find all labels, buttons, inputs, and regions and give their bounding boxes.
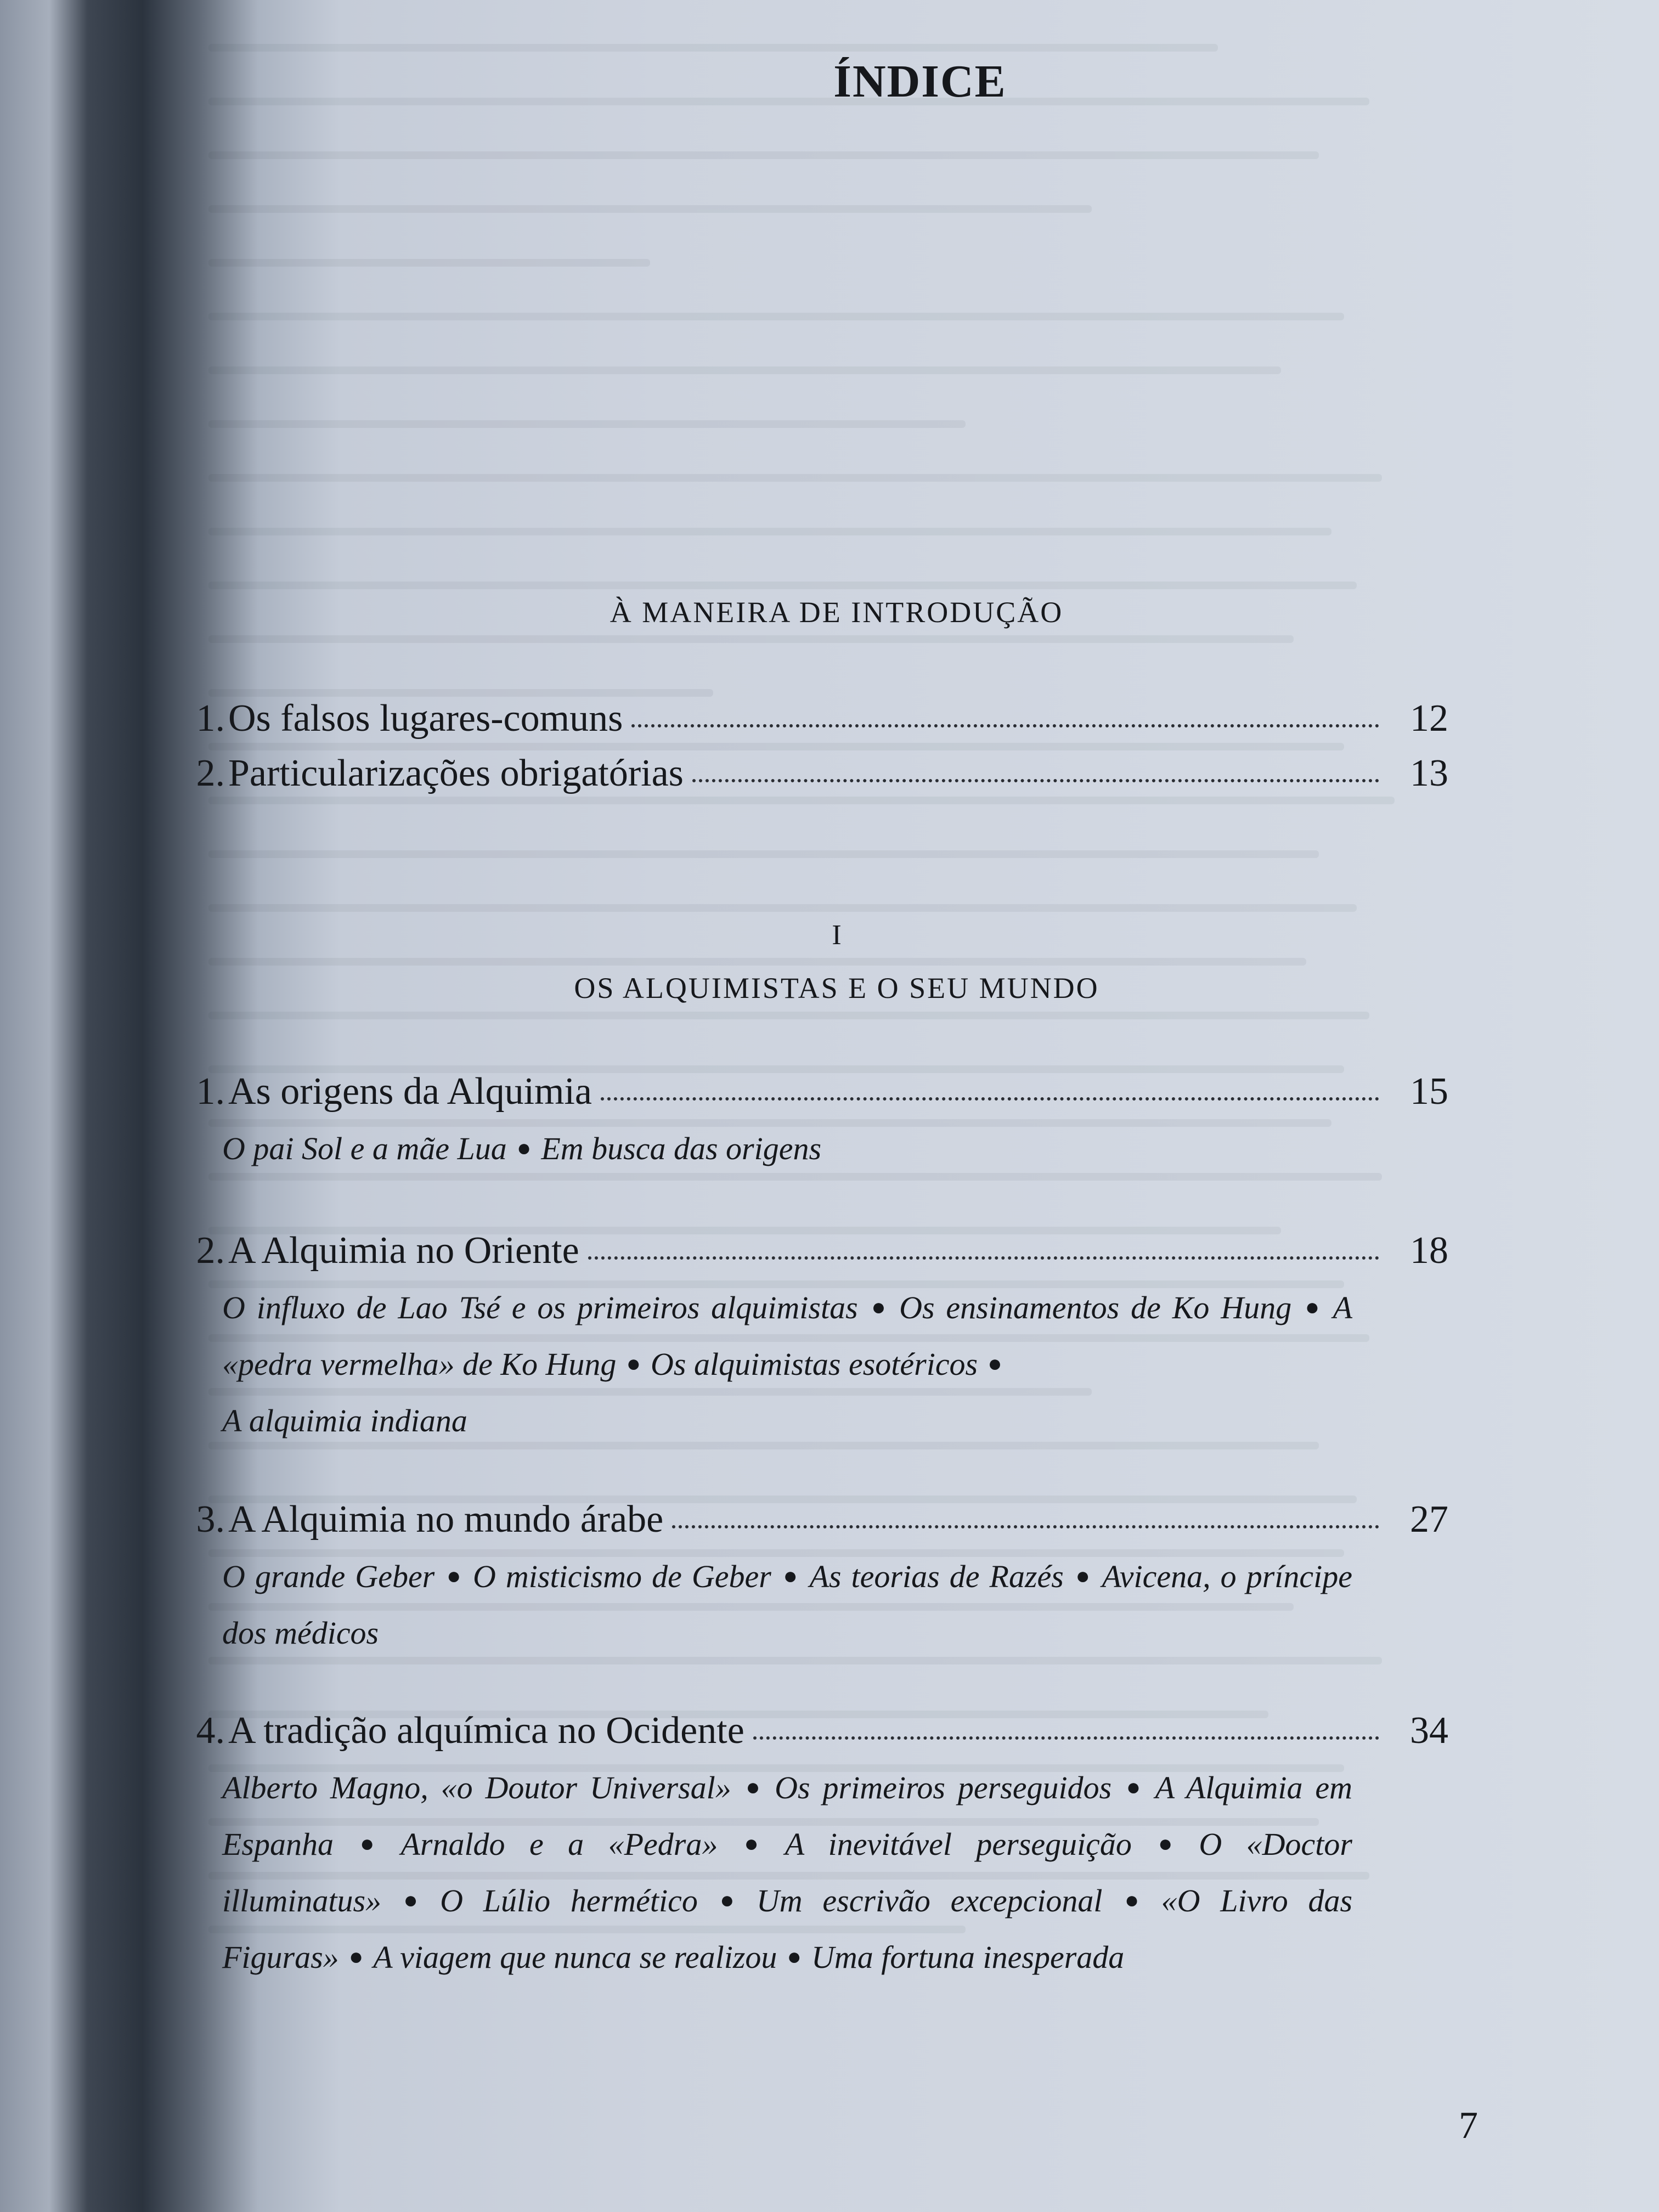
entry-page: 27	[1410, 1498, 1448, 1541]
bullet-icon: ●	[707, 1887, 747, 1914]
entry-page: 13	[1410, 752, 1448, 794]
topic: «O Livro das Figuras»	[222, 1883, 1353, 1975]
entry-title: As origens da Alquimia	[228, 1070, 592, 1113]
entry-page: 34	[1410, 1709, 1448, 1752]
bullet-icon: ●	[343, 1830, 391, 1857]
bullet-icon: ●	[1141, 1830, 1189, 1857]
bullet-icon: ●	[1121, 1774, 1146, 1801]
topic: O grande Geber	[222, 1559, 435, 1594]
bullet-icon: ●	[1112, 1887, 1152, 1914]
toc-entry[interactable]	[181, 1500, 1448, 1539]
leader-dots	[692, 779, 1379, 782]
entry-topics	[222, 1761, 1352, 1987]
entry-number: 1.	[196, 1070, 225, 1113]
entry-page: 18	[1410, 1229, 1448, 1272]
topic: O Lúlio hermético	[440, 1883, 698, 1918]
entry-title: A Alquimia no mundo árabe	[228, 1498, 664, 1541]
leader-dots	[631, 724, 1379, 727]
entry-title: Os falsos lugares-comuns	[228, 697, 623, 740]
entry-topics	[222, 1281, 1352, 1448]
topic: Arnaldo e a «Pedra»	[400, 1826, 718, 1862]
entry-number: 2.	[196, 1229, 225, 1272]
bullet-icon: ●	[516, 1135, 532, 1161]
topic: A Alquimia em Espanha	[222, 1770, 1353, 1862]
topic: Os alquimistas esotéricos	[651, 1346, 978, 1382]
topic: Em busca das origens	[541, 1131, 822, 1166]
topic: A alquimia indiana	[222, 1403, 467, 1438]
bullet-icon: ●	[391, 1887, 431, 1914]
topic: Um escrivão excepcional	[756, 1883, 1103, 1918]
toc-entry[interactable]	[181, 1709, 1448, 1752]
toc-entry[interactable]	[181, 1070, 1448, 1113]
entry-title: A tradição alquímica no Ocidente	[228, 1709, 744, 1752]
topic: A «pedra vermelha» de Ko Hung	[222, 1290, 1353, 1382]
topic: O «Doctor illuminatus»	[222, 1826, 1352, 1918]
bullet-icon: ●	[348, 1943, 364, 1970]
bullet-icon: ●	[787, 1943, 802, 1970]
toc-entry[interactable]	[181, 699, 1448, 738]
topic: Os primeiros perseguidos	[775, 1770, 1112, 1805]
topic: O influxo de Lao Tsé e os primeiros alquimistas	[222, 1290, 858, 1325]
part-number: I	[832, 919, 842, 951]
bullet-icon: ●	[988, 1350, 1002, 1377]
part-heading: OS ALQUIMISTAS E O SEU MUNDO	[574, 972, 1099, 1005]
leader-dots	[601, 1097, 1379, 1101]
entry-page: 15	[1410, 1070, 1448, 1113]
leader-dots	[753, 1736, 1379, 1740]
entry-title: A Alquimia no Oriente	[228, 1229, 579, 1272]
topic: As teorias de Razés	[809, 1559, 1064, 1594]
bullet-icon: ●	[1073, 1562, 1092, 1589]
toc-entry[interactable]	[181, 754, 1448, 793]
bullet-icon: ●	[727, 1830, 775, 1857]
topic: O pai Sol e a mãe Lua	[222, 1131, 507, 1166]
bullet-icon: ●	[1301, 1294, 1323, 1321]
topic: A viagem que nunca se realizou	[373, 1939, 777, 1975]
topic: Avicena, o príncipe dos médicos	[222, 1559, 1353, 1651]
page-number: 7	[1459, 2104, 1478, 2147]
entry-topics	[222, 1122, 1352, 1178]
entry-number: 4.	[196, 1709, 225, 1752]
toc-entry[interactable]	[181, 1229, 1448, 1272]
page-title: ÍNDICE	[833, 56, 1007, 107]
intro-heading: À MANEIRA DE INTRODUÇÃO	[610, 596, 1064, 629]
bullet-icon: ●	[741, 1774, 765, 1801]
topic: Alberto Magno, «o Doutor Universal»	[222, 1770, 731, 1805]
topic: Os ensinamentos de Ko Hung	[899, 1290, 1292, 1325]
bullet-icon: ●	[781, 1562, 800, 1589]
entry-number: 3.	[196, 1498, 225, 1541]
entry-page: 12	[1410, 697, 1448, 740]
leader-dots	[588, 1256, 1379, 1260]
entry-topics	[222, 1550, 1352, 1660]
topic: Uma fortuna inesperada	[811, 1939, 1125, 1975]
topic: A inevitável perseguição	[785, 1826, 1132, 1862]
bullet-icon: ●	[626, 1350, 641, 1377]
leader-dots	[672, 1525, 1379, 1528]
topic: O misticismo de Geber	[472, 1559, 771, 1594]
entry-title: Particularizações obrigatórias	[228, 752, 684, 794]
bullet-icon: ●	[867, 1294, 890, 1321]
entry-number: 2.	[196, 752, 225, 794]
entry-number: 1.	[196, 697, 225, 740]
bullet-icon: ●	[444, 1562, 463, 1589]
